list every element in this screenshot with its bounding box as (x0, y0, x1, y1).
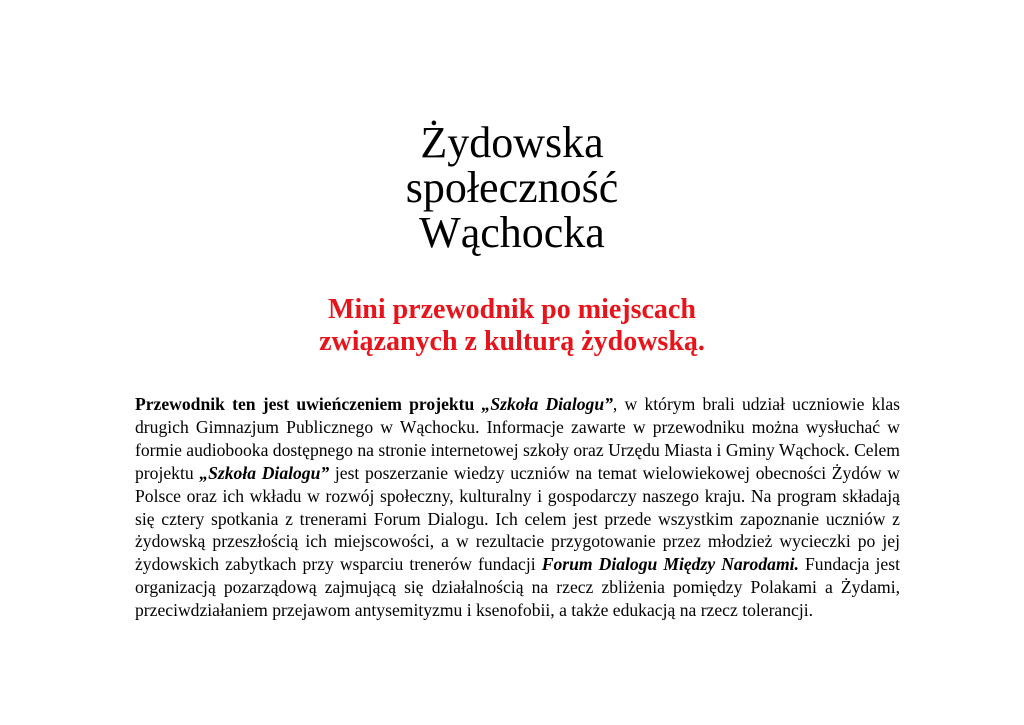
paragraph-text-2: jest poszerzanie wiedzy uczniów na temat wielowiekowej obecności Żydów w Polsce oraz ich wkładu w rozwój społeczny, kulturalny i gospodarczy naszego kraju. Na program składają się cztery spotkania z trenerami Forum Dialogu. Ich celem jest przede wszystkim zapoznanie uczniów z żydowską przeszłością ich miejscowości, a w rezultacie przygotowanie przez młodzież wycieczki po jej żydowskich zabytkach przy wsparciu trenerów fundacji (135, 462, 901, 575)
paragraph-text-1: , w którym brali udział uczniowie klas drugich Gimnazjum Publicznego w Wąchocku. Informacje zawarte w przewodniku można wysłuchać w formie audiobooka dostępnego na stronie internetowej szkoły oraz Urzędu Miasta i Gminy Wąchock. Celem projektu (135, 394, 901, 483)
title-line-3: Wąchocka (419, 208, 605, 257)
project-name-2: „Szkoła Dialogu” (199, 462, 330, 483)
paragraph-lead: Przewodnik ten jest uwieńczeniem projektu (135, 394, 475, 414)
project-name-1: „Szkoła Dialogu” (481, 394, 613, 414)
paragraph-text-3: Fundacja jest organizacją pozarządową zajmującą się działalnością na rzecz zbliżenia pomiędzy Polakami a Żydami, przeciwdziałaniem przejawom antysemityzmu i ksenofobii, a także edukacją na rzecz tolerancji. (135, 554, 900, 621)
title-line-1: Żydowska (420, 118, 604, 167)
subtitle-line-2: związanych z kulturą żydowską. (319, 326, 705, 357)
intro-paragraph (135, 393, 900, 622)
title-line-2: społeczność (405, 163, 619, 212)
document-title (0, 120, 1024, 255)
subtitle-line-1: Mini przewodnik po miejscach (328, 294, 696, 325)
foundation-name: Forum Dialogu Między Narodami. (541, 554, 799, 575)
document-subtitle (0, 294, 1024, 358)
